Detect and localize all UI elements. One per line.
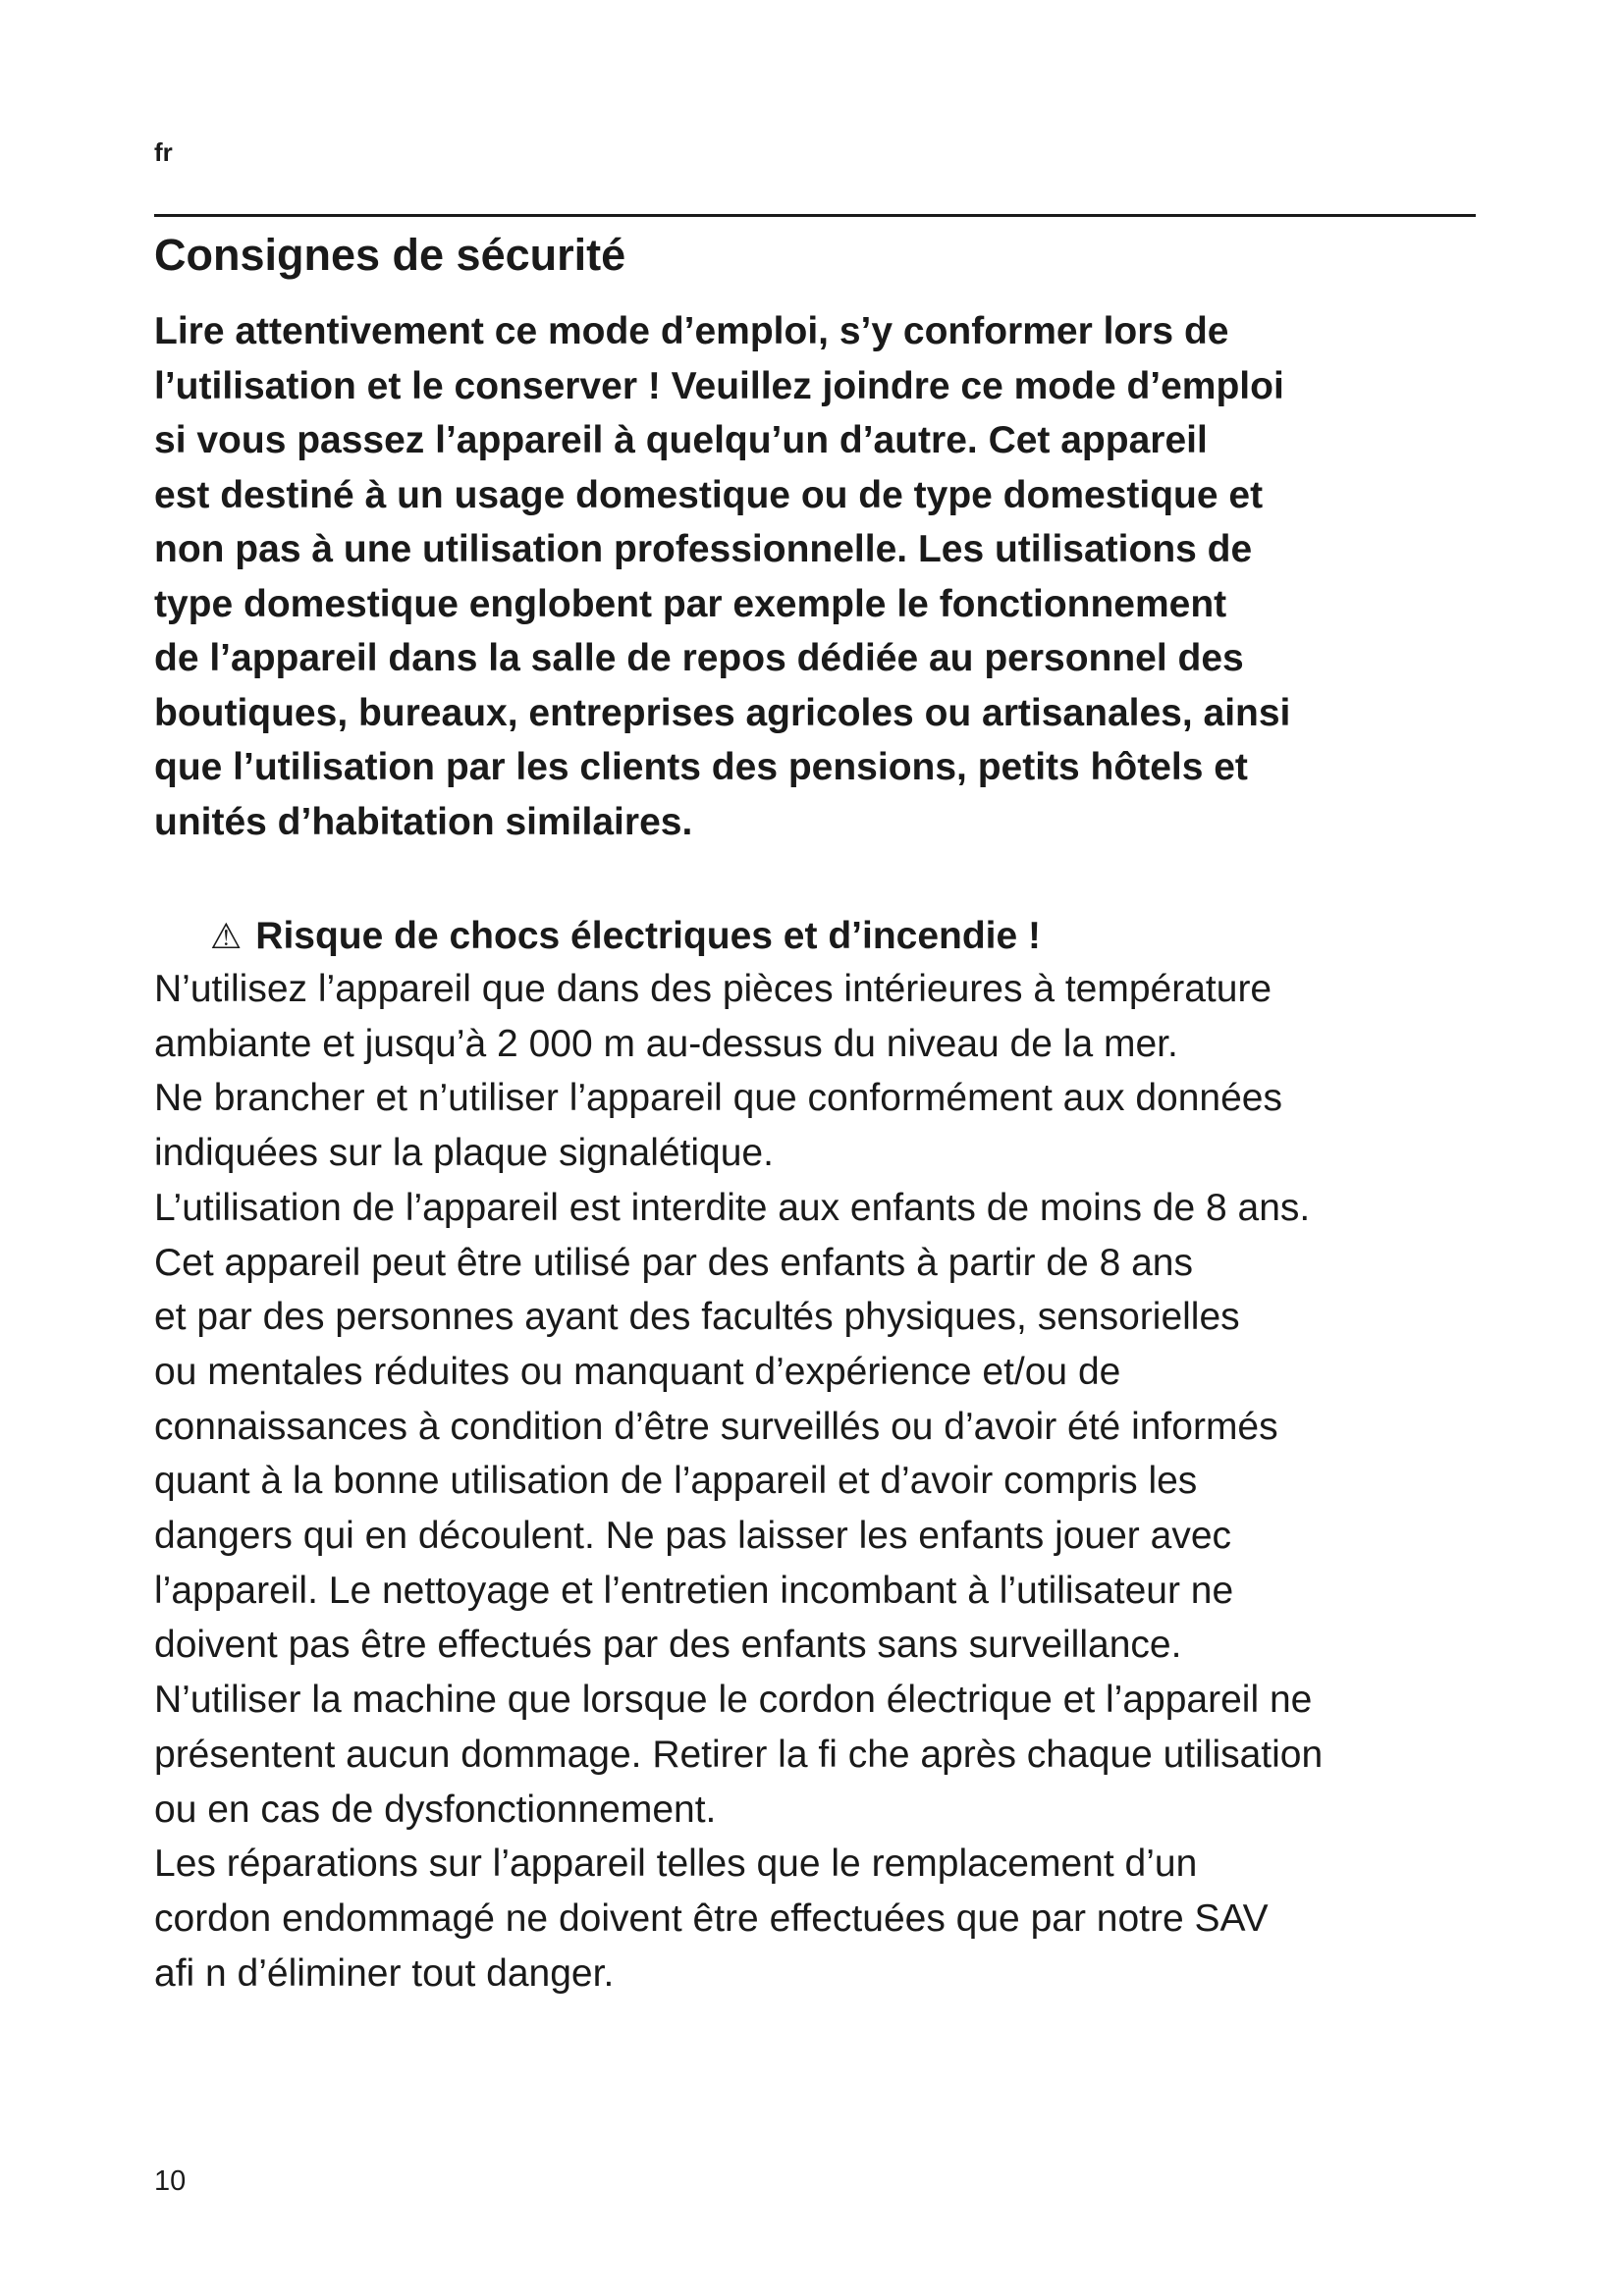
body-line: afi n d’éliminer tout danger.	[154, 1951, 615, 1995]
body-line: Les réparations sur l’appareil telles que le remplacement d’un	[154, 1842, 1198, 1886]
intro-line: Lire attentivement ce mode d’emploi, s’y conformer lors de	[154, 310, 1229, 352]
intro-line: unités d’habitation similaires.	[154, 800, 693, 843]
body-line: indiquées sur la plaque signalétique.	[154, 1132, 774, 1175]
section-divider	[154, 214, 1476, 217]
body-line: N’utilisez l’appareil que dans des pièces intérieures à température	[154, 968, 1272, 1010]
intro-line: de l’appareil dans la salle de repos dédiée au personnel des	[154, 637, 1244, 679]
body-line: ou en cas de dysfonctionnement.	[154, 1788, 717, 1831]
warning-heading-text: Risque de chocs électriques et d’incendie !	[255, 915, 1042, 957]
body-line: Ne brancher et n’utiliser l’appareil que conformément aux données	[154, 1077, 1282, 1120]
body-line: N’utiliser la machine que lorsque le cordon électrique et l’appareil ne	[154, 1679, 1313, 1722]
page-number: 10	[154, 2165, 187, 2197]
intro-line: si vous passez l’appareil à quelqu’un d’autre. Cet appareil	[154, 419, 1208, 461]
intro-paragraph	[154, 304, 1290, 849]
intro-line: que l’utilisation par les clients des pensions, petits hôtels et	[154, 746, 1248, 788]
body-line: et par des personnes ayant des facultés physiques, sensorielles	[154, 1296, 1240, 1339]
body-line: Cet appareil peut être utilisé par des enfants à partir de 8 ans	[154, 1241, 1193, 1284]
warning-heading	[210, 909, 1041, 964]
body-line: ou mentales réduites ou manquant d’expérience et/ou de	[154, 1350, 1121, 1393]
body-line: L’utilisation de l’appareil est interdite aux enfants de moins de 8 ans.	[154, 1186, 1311, 1229]
body-line: connaissances à condition d’être surveillés ou d’avoir été informés	[154, 1405, 1278, 1448]
intro-line: boutiques, bureaux, entreprises agricoles ou artisanales, ainsi	[154, 691, 1291, 734]
safety-instructions	[154, 962, 1323, 2001]
intro-line: est destiné à un usage domestique ou de type domestique et	[154, 473, 1264, 516]
intro-line: type domestique englobent par exemple le fonctionnement	[154, 582, 1227, 625]
body-line: quant à la bonne utilisation de l’appareil et d’avoir compris les	[154, 1460, 1198, 1503]
body-line: cordon endommagé ne doivent être effectuées que par notre SAV	[154, 1896, 1269, 1940]
intro-line: l’utilisation et le conserver ! Veuillez joindre ce mode d’emploi	[154, 364, 1284, 407]
page-title: Consignes de sécurité	[154, 230, 626, 280]
warning-triangle-icon: ⚠	[210, 916, 243, 956]
body-line: présentent aucun dommage. Retirer la fi che après chaque utilisation	[154, 1733, 1324, 1776]
body-line: ambiante et jusqu’à 2 000 m au-dessus du niveau de la mer.	[154, 1022, 1178, 1065]
body-line: doivent pas être effectués par des enfants sans surveillance.	[154, 1624, 1182, 1667]
intro-line: non pas à une utilisation professionnelle. Les utilisations de	[154, 528, 1253, 570]
language-code: fr	[154, 137, 173, 167]
body-line: dangers qui en découlent. Ne pas laisser les enfants jouer avec	[154, 1515, 1232, 1558]
body-line: l’appareil. Le nettoyage et l’entretien incombant à l’utilisateur ne	[154, 1569, 1234, 1612]
